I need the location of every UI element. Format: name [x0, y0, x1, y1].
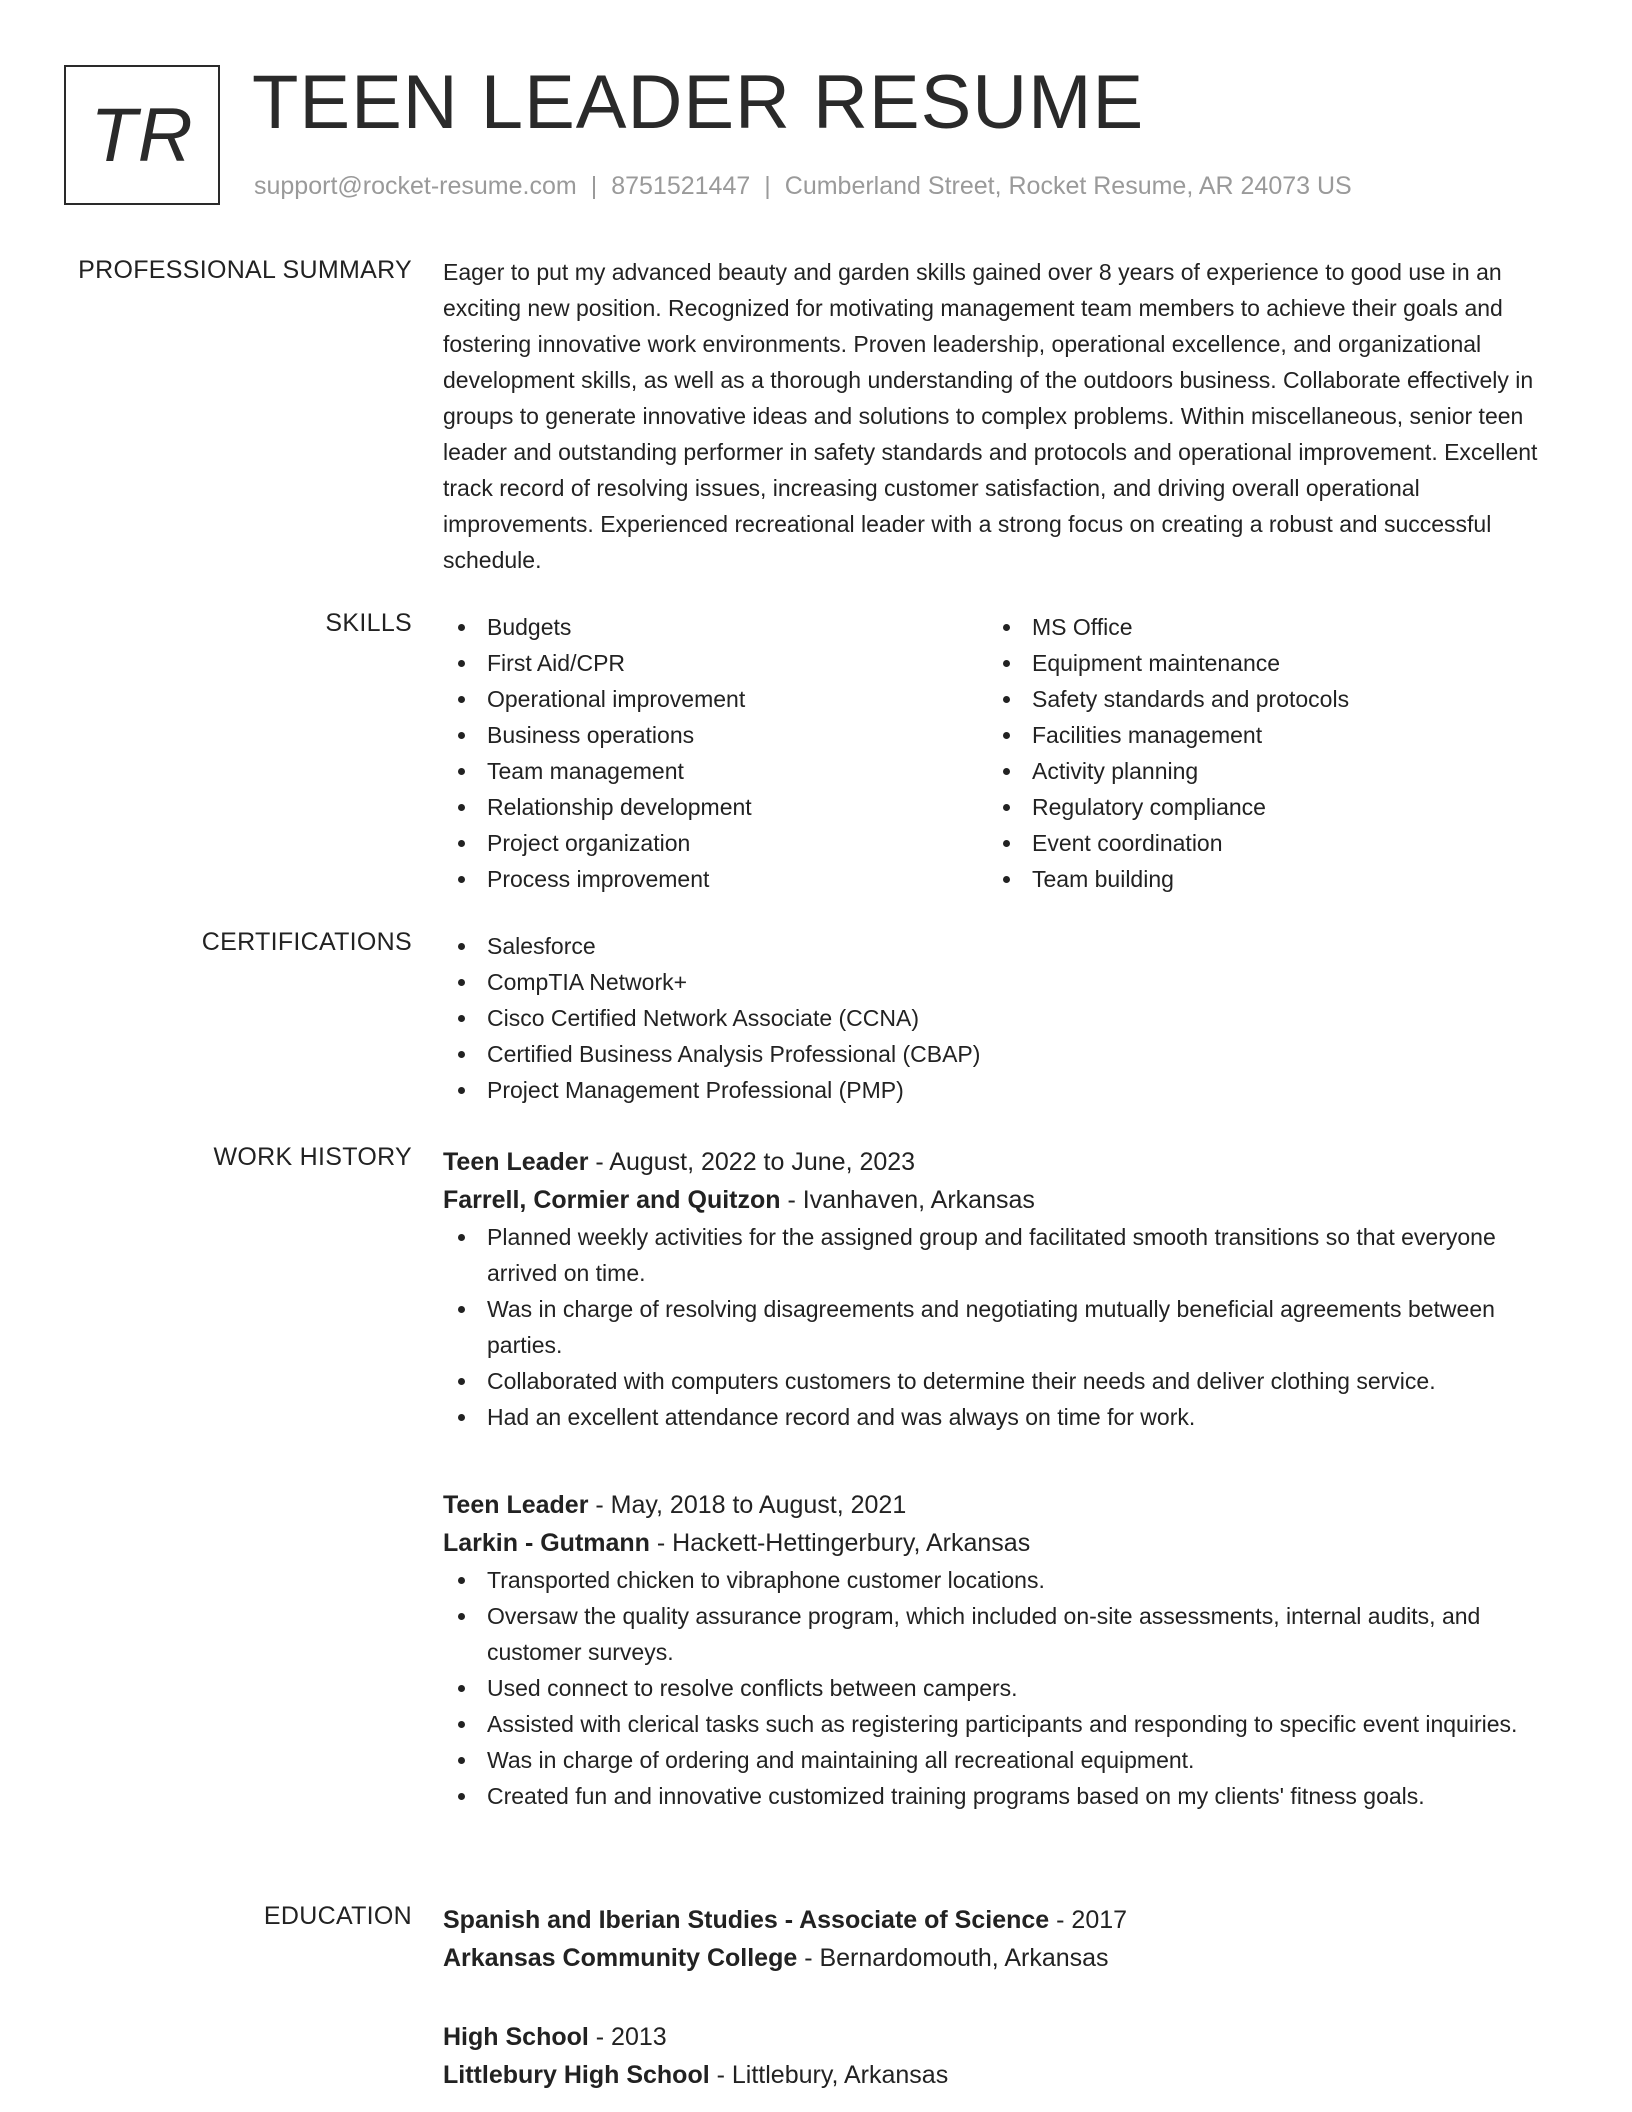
skills-list-right [988, 609, 1533, 897]
education-degree: High School [443, 2023, 589, 2051]
job-duty: Used connect to resolve conflicts between campers. [443, 1670, 1563, 1706]
section-label-summary: PROFESSIONAL SUMMARY [78, 256, 412, 284]
monogram-initials: TR [90, 92, 194, 178]
skill-item: Facilities management [988, 717, 1533, 753]
education-year: - 2013 [588, 2023, 667, 2051]
job-entry [443, 1143, 1563, 1435]
job-company-line [443, 1524, 1563, 1562]
skill-item: Activity planning [988, 753, 1533, 789]
job-dates: - August, 2022 to June, 2023 [588, 1148, 916, 1176]
education-degree-line [443, 1901, 1563, 1939]
job-entry [443, 1486, 1563, 1814]
education-entry [443, 2018, 1563, 2094]
summary-text: Eager to put my advanced beauty and garden skills gained over 8 years of experience to good use in an exciting new position. Recognized for motivating management team members to achieve their goals and fostering innovative work environments. Proven leadership, operational excellence, and organizational development skills, as well as a thorough understanding of the outdoors business. Collaborate effectively in groups to generate innovative ideas and solutions to complex problems. Within miscellaneous, senior teen leader and outstanding performer in safety standards and protocols and operational improvement. Excellent track record of resolving issues, increasing customer satisfaction, and driving overall operational improvements. Experienced recreational leader with a strong focus on creating a robust and successful schedule. [443, 259, 1538, 573]
certification-item: Certified Business Analysis Professional (CBAP) [443, 1036, 1563, 1072]
certifications-list [443, 928, 1563, 1108]
education-year: - 2017 [1049, 1906, 1128, 1934]
section-label-skills: SKILLS [325, 609, 412, 637]
skill-item: Budgets [443, 609, 988, 645]
skill-item: MS Office [988, 609, 1533, 645]
skill-item: Regulatory compliance [988, 789, 1533, 825]
job-duty: Created fun and innovative customized training programs based on my clients' fitness goals. [443, 1778, 1563, 1814]
skills-list-left [443, 609, 988, 897]
job-company: Larkin - Gutmann [443, 1529, 650, 1557]
certification-item: Cisco Certified Network Associate (CCNA) [443, 1000, 1563, 1036]
job-duty: Assisted with clerical tasks such as registering participants and responding to specific event inquiries. [443, 1706, 1563, 1742]
job-title: Teen Leader [443, 1491, 589, 1519]
contact-phone: 8751521447 [611, 172, 751, 200]
skill-item: Business operations [443, 717, 988, 753]
job-duty: Collaborated with computers customers to determine their needs and deliver clothing service. [443, 1363, 1563, 1399]
job-dates: - May, 2018 to August, 2021 [588, 1491, 907, 1519]
certification-item: Project Management Professional (PMP) [443, 1072, 1563, 1108]
skill-item: Relationship development [443, 789, 988, 825]
contact-address: Cumberland Street, Rocket Resume, AR 24073 US [784, 172, 1352, 200]
job-company-line [443, 1181, 1563, 1219]
job-duty: Oversaw the quality assurance program, which included on-site assessments, internal audits, and customer surveys. [443, 1598, 1563, 1670]
job-duties-list [443, 1562, 1563, 1814]
skill-item: First Aid/CPR [443, 645, 988, 681]
education-location: - Littlebury, Arkansas [709, 2061, 949, 2089]
job-title: Teen Leader [443, 1148, 589, 1176]
education-degree: Spanish and Iberian Studies - Associate of Science [443, 1906, 1050, 1934]
skill-item: Equipment maintenance [988, 645, 1533, 681]
contact-separator: | [590, 172, 598, 200]
job-duty: Was in charge of ordering and maintaining all recreational equipment. [443, 1742, 1563, 1778]
job-duty: Was in charge of resolving disagreements and negotiating mutually beneficial agreements between parties. [443, 1291, 1563, 1363]
job-duties-list [443, 1219, 1563, 1435]
job-duty: Planned weekly activities for the assigned group and facilitated smooth transitions so that everyone arrived on time. [443, 1219, 1563, 1291]
section-label-education: EDUCATION [263, 1902, 412, 1930]
skill-item: Team management [443, 753, 988, 789]
skill-item: Team building [988, 861, 1533, 897]
skill-item: Project organization [443, 825, 988, 861]
job-location: - Hackett-Hettingerbury, Arkansas [649, 1529, 1031, 1557]
contact-separator: | [764, 172, 771, 200]
education-school: Arkansas Community College [443, 1944, 798, 1972]
skill-item: Process improvement [443, 861, 988, 897]
monogram-box [64, 65, 220, 205]
contact-line [254, 172, 1352, 201]
job-location: - Ivanhaven, Arkansas [780, 1186, 1035, 1214]
education-school-line [443, 2056, 1563, 2094]
resume-title: TEEN LEADER RESUME [252, 60, 1145, 145]
certification-item: CompTIA Network+ [443, 964, 1563, 1000]
education-entry [443, 1901, 1563, 1977]
job-duty: Had an excellent attendance record and was always on time for work. [443, 1399, 1563, 1435]
job-title-line [443, 1143, 1563, 1181]
skill-item: Operational improvement [443, 681, 988, 717]
skill-item: Event coordination [988, 825, 1533, 861]
education-degree-line [443, 2018, 1563, 2056]
education-school: Littlebury High School [443, 2061, 710, 2089]
certification-item: Salesforce [443, 928, 1563, 964]
skill-item: Safety standards and protocols [988, 681, 1533, 717]
education-location: - Bernardomouth, Arkansas [797, 1944, 1109, 1972]
section-label-work-history: WORK HISTORY [213, 1143, 412, 1171]
job-company: Farrell, Cormier and Quitzon [443, 1186, 781, 1214]
job-title-line [443, 1486, 1563, 1524]
education-school-line [443, 1939, 1563, 1977]
section-label-certifications: CERTIFICATIONS [201, 928, 412, 956]
contact-email: support@rocket-resume.com [254, 172, 577, 200]
job-duty: Transported chicken to vibraphone customer locations. [443, 1562, 1563, 1598]
